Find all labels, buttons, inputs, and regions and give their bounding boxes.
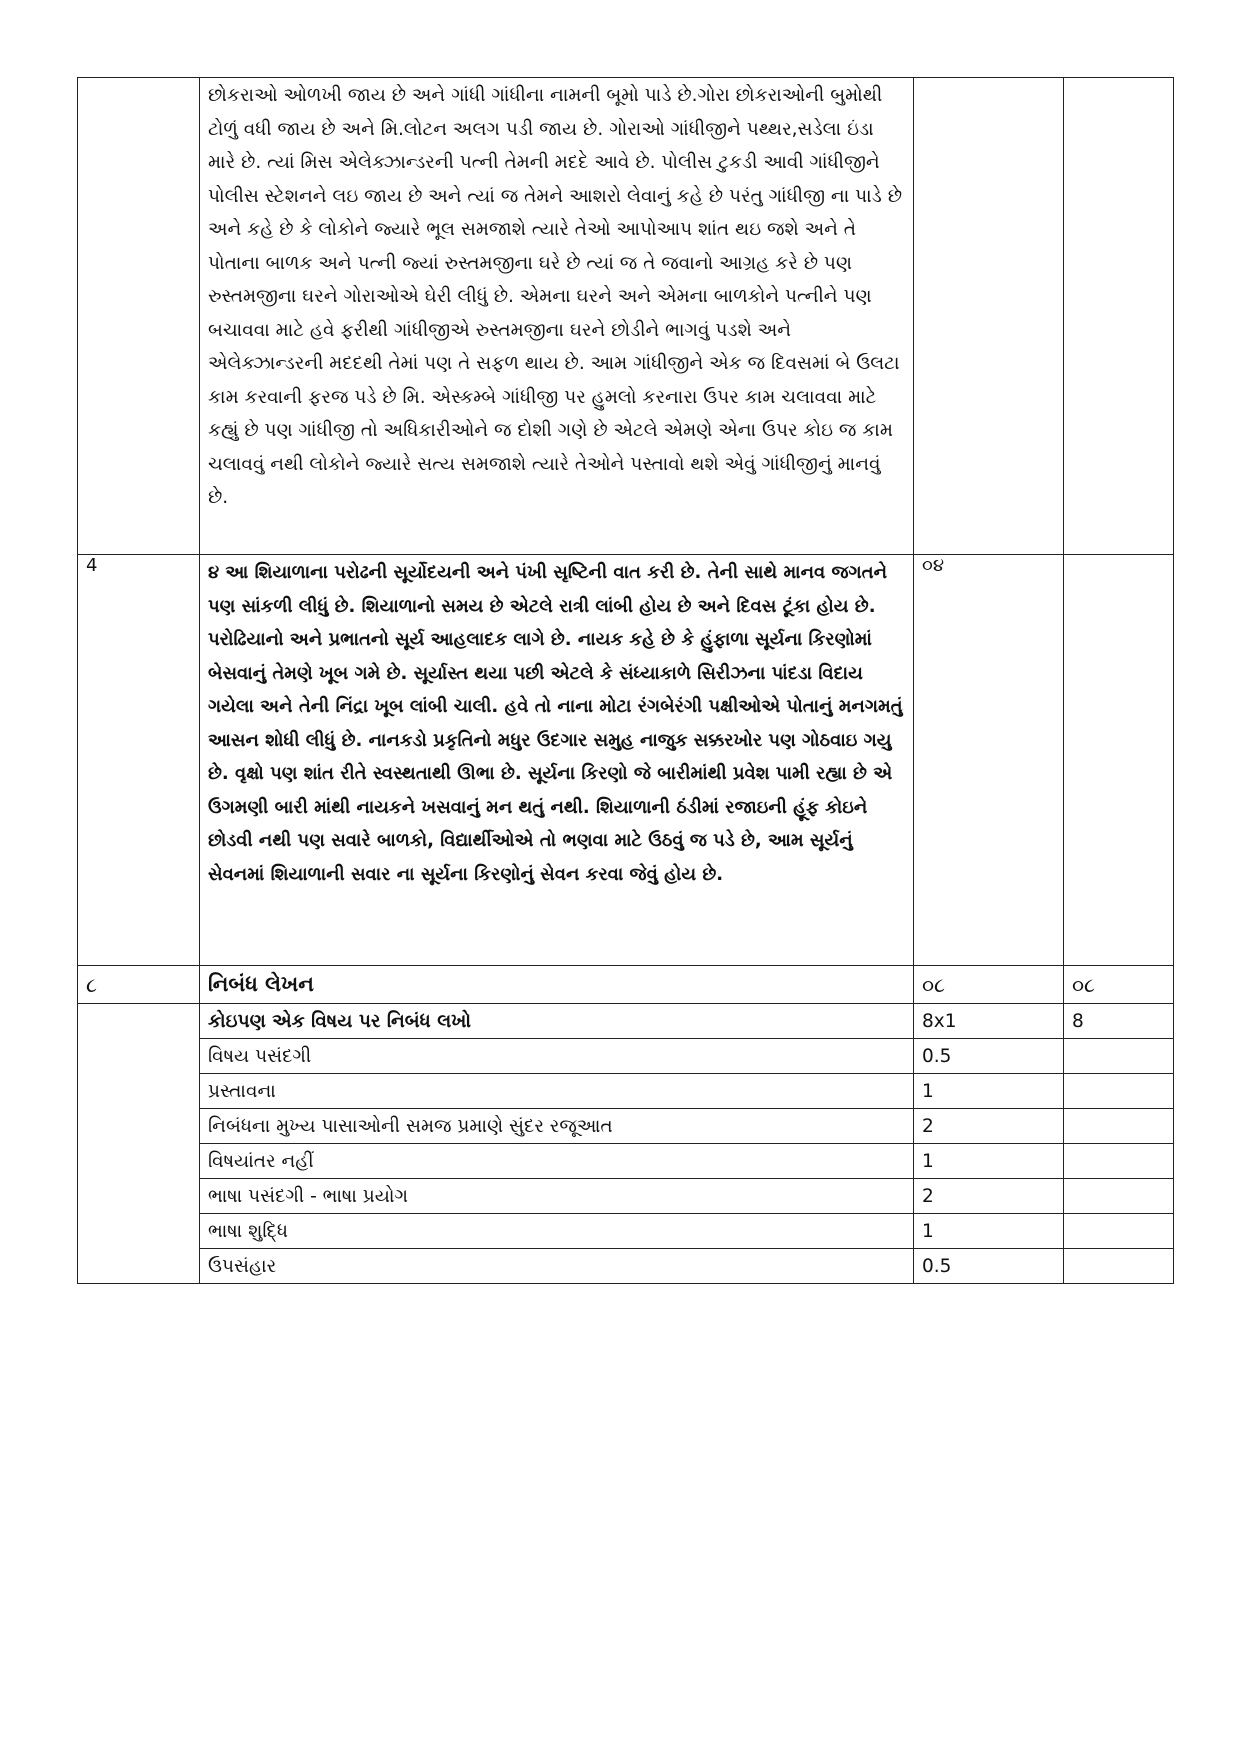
answer-key-table xyxy=(77,77,1174,1284)
rubric-row xyxy=(78,1004,1174,1039)
rubric-total xyxy=(1064,1109,1174,1144)
rubric-marks: 8x1 xyxy=(914,1004,1064,1039)
rubric-total xyxy=(1064,1179,1174,1214)
rubric-marks: 1 xyxy=(914,1074,1064,1109)
rubric-total xyxy=(1064,1074,1174,1109)
rubric-total xyxy=(1064,1144,1174,1179)
rubric-row xyxy=(78,1109,1174,1144)
section-number: ૮ xyxy=(78,966,200,1004)
section-title: નિબંધ લેખન xyxy=(200,966,914,1004)
rubric-label: ભાષા શુદ્ધિ xyxy=(200,1214,914,1249)
question-number: 4 xyxy=(78,555,200,966)
question-number-cell xyxy=(78,78,200,555)
answer-cell xyxy=(200,555,914,966)
rubric-total xyxy=(1064,1214,1174,1249)
section-total: ૦૮ xyxy=(1064,966,1174,1004)
answer-text: ૪ આ શિયાળાના પરોઢની સૂર્યોદયની અને પંખી સૃષ્ટિની વાત કરી છે. તેની સાથે માનવ જગતને પણ સાંકળી લીધું છે. શિયાળાનો સમય છે એટલે રાત્રી લાંબી હોય છે અને દિવસ ટૂંકા હોય છે. પરોઢિયાનો અને પ્રભાતનો સૂર્ય આહલાદક લાગે છે. નાયક કહે છે કે હુંફાળા સૂર્યના કિરણોમાં બેસવાનું તેમણે ખૂબ ગમે છે. સૂર્યાસ્ત થયા પછી એટલે કે સંધ્યાકાળે સિરીઝના પાંદડા વિદાય ગયેલા અને તેની નિંદ્રા ખૂબ લાંબી ચાલી. હવે તો નાના મોટા રંગબેરંગી પક્ષીઓએ પોતાનું મનગમતું આસન શોધી લીધું છે. નાનકડો પ્રકૃતિનો મધુર ઉદગાર સમુહ નાજુક સક્કરખોર પણ ગોઠવાઇ ગયુ છે. વૃક્ષો પણ શાંત રીતે સ્વસ્થતાથી ઊભા છે. સૂર્યના કિરણો જે બારીમાંથી પ્રવેશ પામી રહ્યા છે એ ઉગમણી બારી માંથી નાયકને ખસવાનું મન થતું નથી. શિયાળાની ઠંડીમાં રજાઇની હૂંફ કોઇને છોડવી નથી પણ સવારે બાળકો, વિદ્યાર્થીઓએ તો ભણવા માટે ઉઠવું જ પડે છે, આમ સૂર્યનું સેવનમાં શિયાળાની સવાર ના સૂર્યના કિરણોનું સેવન કરવા જેવું હોય છે. xyxy=(208,562,903,885)
section-header-row xyxy=(78,966,1174,1004)
rubric-marks: 0.5 xyxy=(914,1039,1064,1074)
rubric-label: ભાષા પસંદગી - ભાષા પ્રયોગ xyxy=(200,1179,914,1214)
table-row xyxy=(78,555,1174,966)
rubric-marks: 0.5 xyxy=(914,1249,1064,1284)
rubric-label: કોઇપણ એક વિષય પર નિબંધ લખો xyxy=(200,1004,914,1039)
rubric-label: વિષય પસંદગી xyxy=(200,1039,914,1074)
rubric-total: 8 xyxy=(1064,1004,1174,1039)
table-row xyxy=(78,78,1174,555)
marks-value: ૦૪ xyxy=(914,555,1064,966)
rubric-row xyxy=(78,1249,1174,1284)
rubric-row xyxy=(78,1179,1174,1214)
rubric-label: નિબંધના મુખ્ય પાસાઓની સમજ પ્રમાણે સુંદર રજૂઆત xyxy=(200,1109,914,1144)
answer-text: છોકરાઓ ઓળખી જાય છે અને ગાંધી ગાંધીના નામની બૂમો પાડે છે.ગોરા છોકરાઓની બુમોથી ટોળું વધી જાય છે અને મિ.લોટન અલગ પડી જાય છે. ગોરાઓ ગાંધીજીને પથ્થર,સડેલા ઇંડા મારે છે. ત્યાં મિસ એલેક્ઝાન્ડરની પત્ની તેમની મદદે આવે છે. પોલીસ ટુકડી આવી ગાંધીજીને પોલીસ સ્ટેશનને લઇ જાય છે અને ત્યાં જ તેમને આશરો લેવાનું કહે છે પરંતુ ગાંધીજી ના પાડે છે અને કહે છે કે લોકોને જ્યારે ભૂલ સમજાશે ત્યારે તેઓ આપોઆપ શાંત થઇ જશે અને તે પોતાના બાળક અને પત્ની જ્યાં રુસ્તમજીના ઘરે છે ત્યાં જ તે જવાનો આગ્રહ કરે છે પણ રુસ્તમજીના ઘરને ગોરાઓએ ઘેરી લીધું છે. એમના ઘરને અને એમના બાળકોને પત્નીને પણ બચાવવા માટે હવે ફરીથી ગાંધીજીએ રુસ્તમજીના ઘરને છોડીને ભાગવું પડશે અને એલેક્ઝાન્ડરની મદદથી તેમાં પણ તે સફળ થાય છે. આમ ગાંધીજીને એક જ દિવસમાં બે ઉલટા કામ કરવાની ફરજ પડે છે મિ. એસ્કમ્બે ગાંધીજી પર હુમલો કરનારા ઉપર કામ ચલાવવા માટે કહ્યું છે પણ ગાંધીજી તો અધિકારીઓને જ દોશી ગણે છે એટલે એમણે એના ઉપર કોઇ જ કામ ચલાવવું નથી લોકોને જ્યારે સત્ય સમજાશે ત્યારે તેઓને પસ્તાવો થશે એવું ગાંધીજીનું માનવું છે. xyxy=(208,85,902,508)
rubric-marks: 1 xyxy=(914,1144,1064,1179)
rubric-marks: 2 xyxy=(914,1109,1064,1144)
rubric-row xyxy=(78,1039,1174,1074)
marks-cell xyxy=(914,78,1064,555)
total-cell xyxy=(1064,555,1174,966)
rubric-marks: 1 xyxy=(914,1214,1064,1249)
rubric-total xyxy=(1064,1249,1174,1284)
rubric-label: વિષયાંતર નહીં xyxy=(200,1144,914,1179)
rubric-label: પ્રસ્તાવના xyxy=(200,1074,914,1109)
rubric-row xyxy=(78,1214,1174,1249)
answer-cell xyxy=(200,78,914,555)
rubric-number-cell xyxy=(78,1004,200,1284)
rubric-row xyxy=(78,1074,1174,1109)
rubric-label: ઉપસંહાર xyxy=(200,1249,914,1284)
rubric-row xyxy=(78,1144,1174,1179)
total-cell xyxy=(1064,78,1174,555)
rubric-marks: 2 xyxy=(914,1179,1064,1214)
rubric-total xyxy=(1064,1039,1174,1074)
section-marks: ૦૮ xyxy=(914,966,1064,1004)
